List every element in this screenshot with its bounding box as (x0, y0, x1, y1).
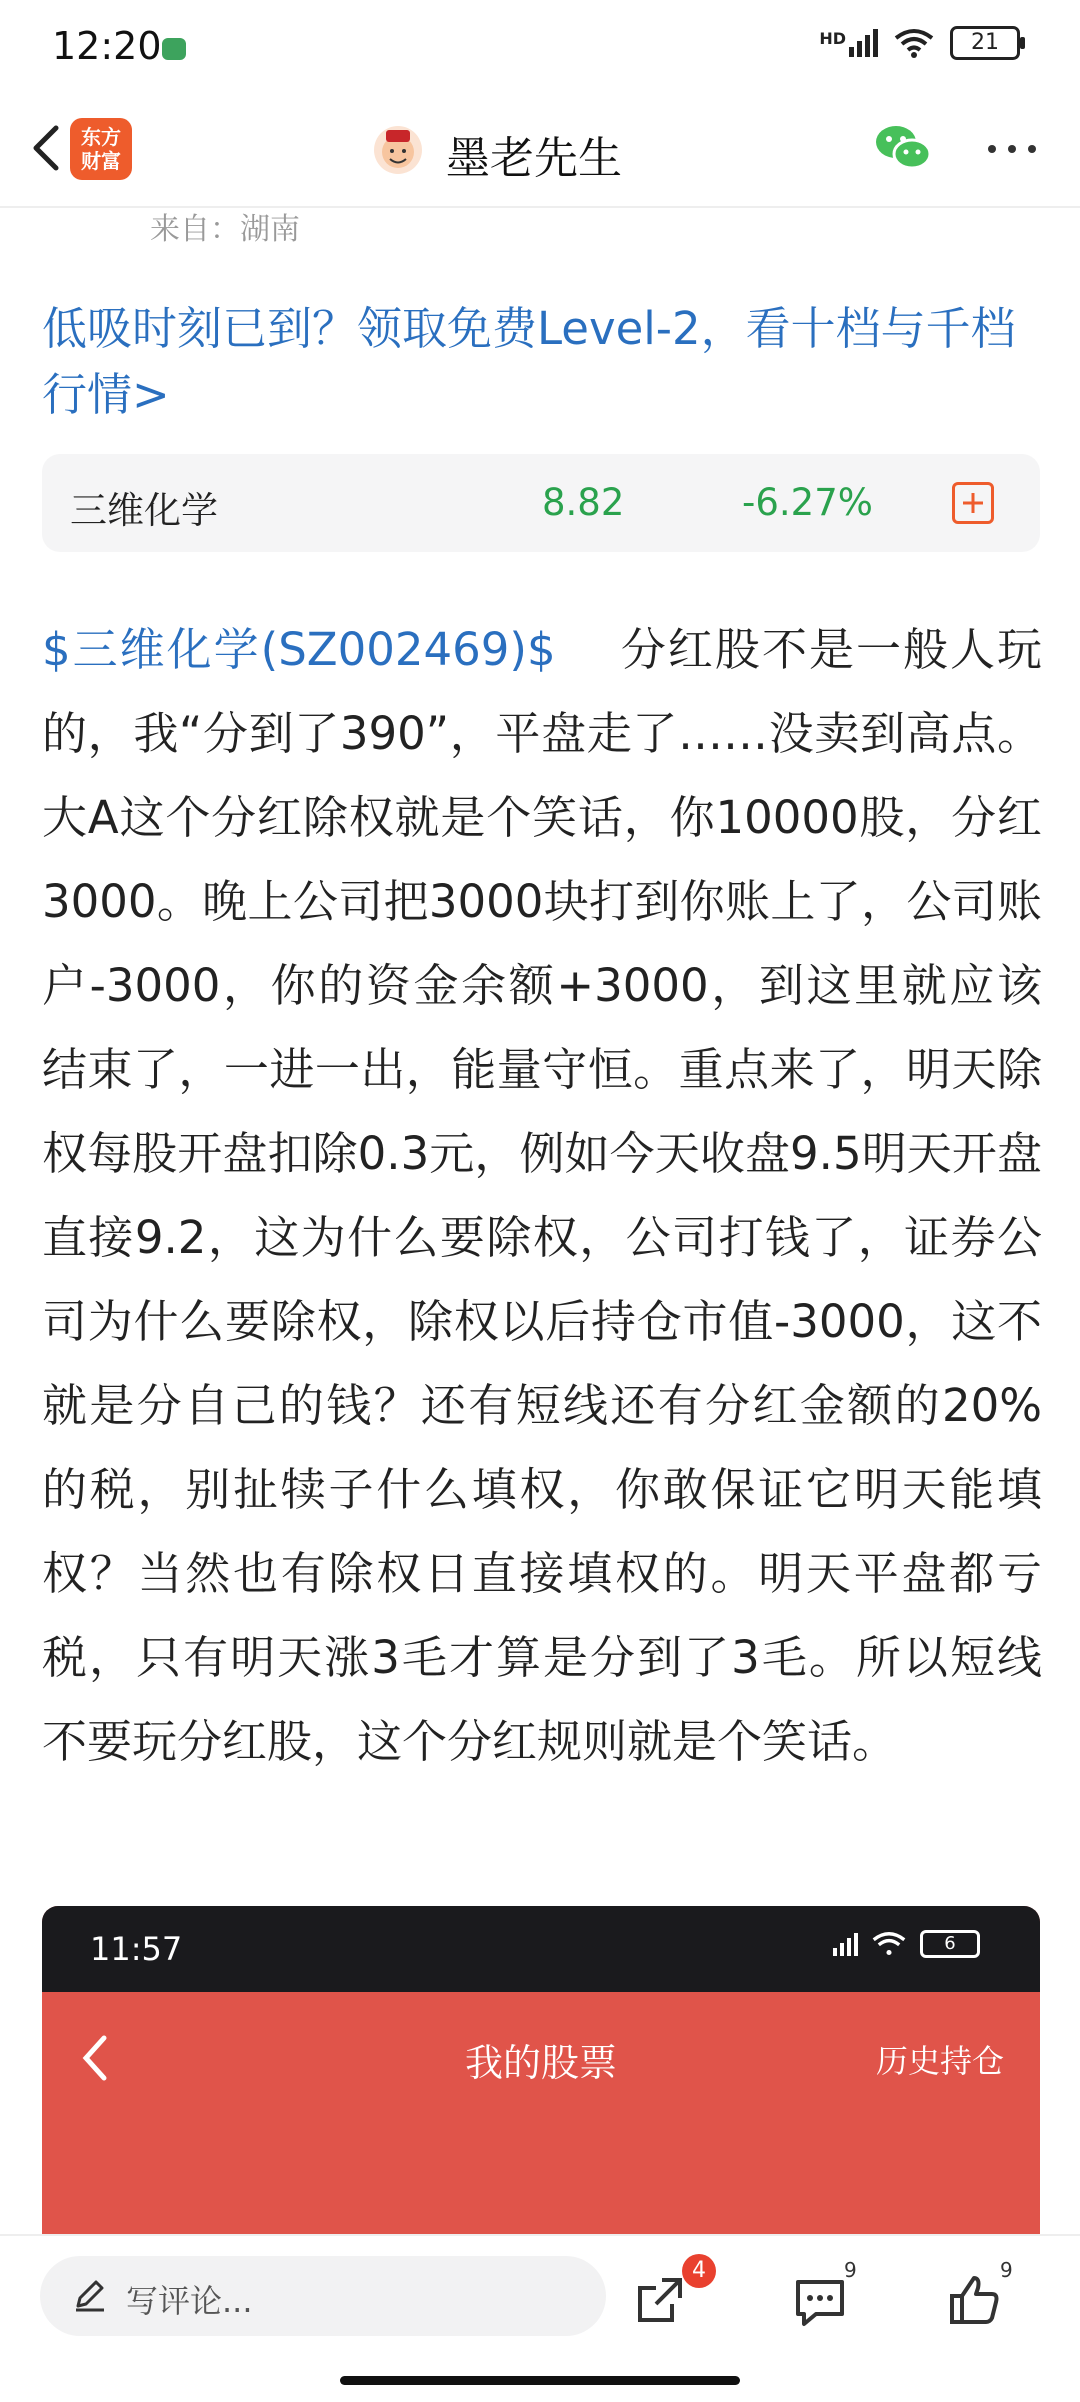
more-options-icon[interactable] (984, 124, 1040, 174)
back-button[interactable] (18, 118, 78, 178)
status-icons (819, 26, 1020, 60)
home-indicator[interactable] (340, 2376, 740, 2385)
embedded-signal-icon (833, 1933, 858, 1956)
status-bar (0, 0, 1080, 96)
stock-price: 8.82 (542, 481, 625, 524)
comment-input[interactable] (40, 2256, 606, 2336)
embedded-history-label: 历史持仓 (875, 2042, 1004, 2080)
comment-placeholder: 写评论... (126, 2282, 253, 2320)
wifi-icon (894, 28, 934, 58)
stock-change: -6.27% (742, 481, 873, 524)
pencil-icon (70, 2276, 110, 2316)
like-count: 9 (1000, 2258, 1013, 2282)
promo-link[interactable]: 低吸时刻已到？领取免费Level-2，看十档与千档行情> (42, 302, 1016, 421)
message-notification-icon (162, 38, 186, 60)
embedded-status-bar (42, 1906, 1040, 1992)
comment-icon[interactable] (792, 2276, 848, 2328)
wechat-share-icon[interactable] (874, 122, 932, 174)
stock-name: 三维化学 (70, 489, 218, 532)
post-text: 分红股不是一般人玩的，我“分到了390”，平盘走了……没卖到高点。大A这个分红除权就是个笑话，你10000股，分红3000。晚上公司把3000块打到你账上了，公司账户-3000，你的资金余额+3000，到这里就应该结束了，一进一出，能量守恒。重点来了，明天除权每股开盘扣除0.3元，例如今天收盘9.5明天开盘直接9.2，这为什么要除权，公司打钱了，证券公司为什么要除权，除权以后持仓市值-3000，这不就是分自己的钱？还有短线还有分红金额的20%的税，别扯犊子什么填权，你敢保证它明天能填权？当然也有除权日直接填权的。明天平盘都亏税，只有明天涨3毛才算是分到了3毛。所以短线不要玩分红股，这个分红规则就是个笑话。 (42, 623, 1042, 1768)
stock-quote-card[interactable] (42, 454, 1040, 552)
embedded-status-icons (833, 1930, 980, 1958)
top-nav-bar (0, 96, 1080, 208)
fortune-god-avatar-icon (374, 126, 422, 174)
app-logo[interactable]: 东方 财富 (70, 118, 132, 180)
network-type-label: HD (819, 29, 846, 48)
comment-count: 9 (844, 2258, 857, 2282)
post-body (42, 608, 1042, 1784)
embedded-battery-icon: 6 (920, 1930, 980, 1958)
add-to-watchlist-button[interactable] (952, 482, 994, 524)
embedded-wifi-icon (872, 1931, 906, 1957)
signal-icon (819, 29, 878, 57)
bottom-action-bar (0, 2234, 1080, 2402)
stock-tag-link[interactable]: $三维化学(SZ002469)$ (42, 623, 556, 676)
embedded-screenshot[interactable] (42, 1906, 1040, 2236)
plus-icon (955, 485, 991, 521)
share-badge: 4 (682, 2254, 716, 2288)
thumbs-up-icon[interactable] (946, 2272, 1002, 2328)
battery-icon: 21 (950, 26, 1020, 60)
embedded-title: 我的股票 (464, 2041, 617, 2085)
share-icon[interactable] (632, 2272, 688, 2328)
embedded-time: 11:57 (90, 1930, 183, 1968)
author-avatar[interactable] (374, 126, 422, 174)
status-time: 12:20 (52, 24, 162, 68)
post-location: 来自：湖南 (150, 212, 300, 247)
author-name[interactable]: 墨老先生 (446, 133, 622, 184)
